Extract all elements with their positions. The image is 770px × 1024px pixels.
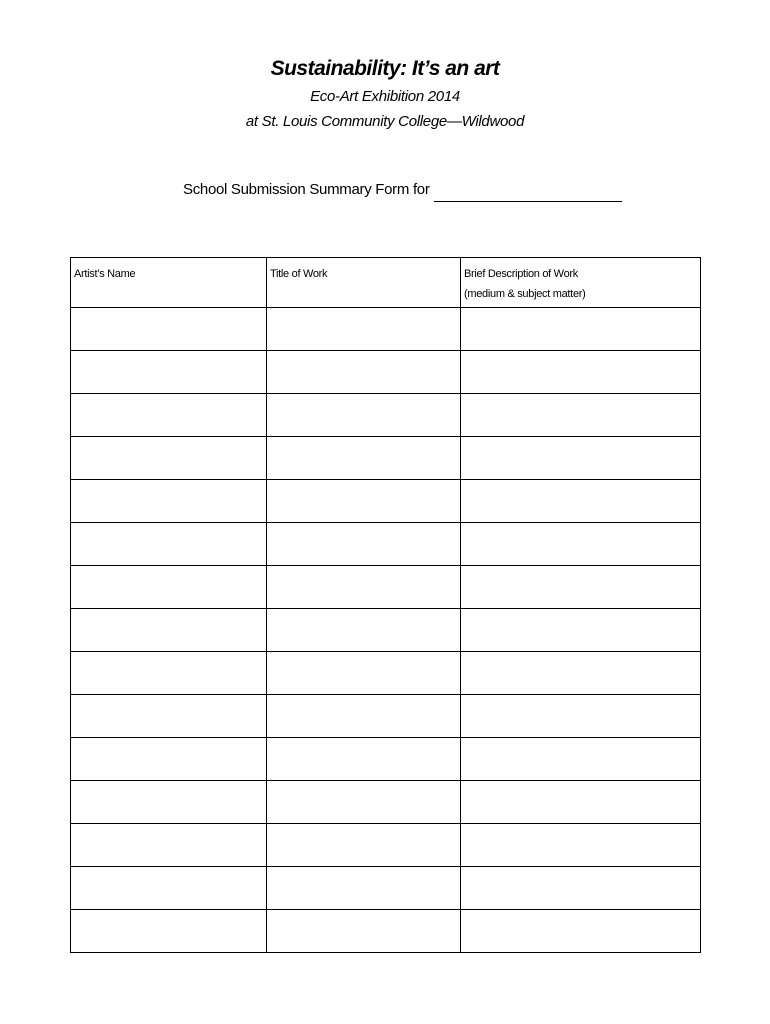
description-cell[interactable] (461, 652, 701, 695)
description-cell[interactable] (461, 480, 701, 523)
school-name-line (183, 178, 622, 202)
description-cell[interactable] (461, 351, 701, 394)
artist-name-cell[interactable] (71, 652, 267, 695)
description-cell[interactable] (461, 566, 701, 609)
table-row (71, 652, 701, 695)
description-cell[interactable] (461, 824, 701, 867)
school-name-label: School Submission Summary Form for (183, 181, 430, 198)
title-of-work-cell[interactable] (267, 824, 461, 867)
exhibition-name: Eco-Art Exhibition 2014 (310, 88, 460, 105)
description-cell[interactable] (461, 437, 701, 480)
description-header (461, 258, 701, 308)
table-row (71, 394, 701, 437)
artist-name-cell[interactable] (71, 394, 267, 437)
table-body (71, 308, 701, 953)
table-row (71, 480, 701, 523)
artist-name-cell[interactable] (71, 910, 267, 953)
submission-table (70, 257, 701, 953)
table-header-row (71, 258, 701, 308)
table-row (71, 351, 701, 394)
artist-name-cell[interactable] (71, 867, 267, 910)
artist-name-cell[interactable] (71, 351, 267, 394)
table-row (71, 867, 701, 910)
school-name-field[interactable] (434, 183, 622, 202)
description-cell[interactable] (461, 523, 701, 566)
table-row (71, 738, 701, 781)
table-row (71, 437, 701, 480)
table-row (71, 308, 701, 351)
title-of-work-cell[interactable] (267, 308, 461, 351)
description-header-sublabel: (medium & subject matter) (464, 288, 586, 300)
document-header (0, 54, 770, 134)
title-of-work-cell[interactable] (267, 523, 461, 566)
table-row (71, 910, 701, 953)
title-of-work-cell[interactable] (267, 738, 461, 781)
description-header-label: Brief Description of Work (464, 268, 578, 280)
title-of-work-cell[interactable] (267, 910, 461, 953)
table-row (71, 609, 701, 652)
artist-name-cell[interactable] (71, 566, 267, 609)
title-of-work-cell[interactable] (267, 566, 461, 609)
description-cell[interactable] (461, 781, 701, 824)
description-cell[interactable] (461, 695, 701, 738)
table-row (71, 695, 701, 738)
title-of-work-cell[interactable] (267, 609, 461, 652)
title-of-work-cell[interactable] (267, 695, 461, 738)
artist-name-cell[interactable] (71, 781, 267, 824)
description-cell[interactable] (461, 308, 701, 351)
artist-name-header: Artist’s Name (71, 258, 267, 308)
document-title: Sustainability: It’s an art (270, 57, 500, 80)
title-of-work-cell[interactable] (267, 867, 461, 910)
artist-name-cell[interactable] (71, 523, 267, 566)
table-row (71, 781, 701, 824)
exhibition-venue: at St. Louis Community College—Wildwood (245, 113, 525, 130)
description-cell[interactable] (461, 867, 701, 910)
title-of-work-cell[interactable] (267, 351, 461, 394)
title-of-work-cell[interactable] (267, 480, 461, 523)
title-of-work-cell[interactable] (267, 652, 461, 695)
title-of-work-header: Title of Work (267, 258, 461, 308)
artist-name-cell[interactable] (71, 437, 267, 480)
table-row (71, 523, 701, 566)
description-cell[interactable] (461, 394, 701, 437)
artist-name-cell[interactable] (71, 609, 267, 652)
description-cell[interactable] (461, 910, 701, 953)
description-cell[interactable] (461, 738, 701, 781)
artist-name-cell[interactable] (71, 308, 267, 351)
artist-name-cell[interactable] (71, 480, 267, 523)
artist-name-cell[interactable] (71, 824, 267, 867)
title-of-work-cell[interactable] (267, 394, 461, 437)
title-of-work-cell[interactable] (267, 437, 461, 480)
table-row (71, 566, 701, 609)
artist-name-cell[interactable] (71, 738, 267, 781)
table-row (71, 824, 701, 867)
artist-name-cell[interactable] (71, 695, 267, 738)
description-cell[interactable] (461, 609, 701, 652)
title-of-work-cell[interactable] (267, 781, 461, 824)
